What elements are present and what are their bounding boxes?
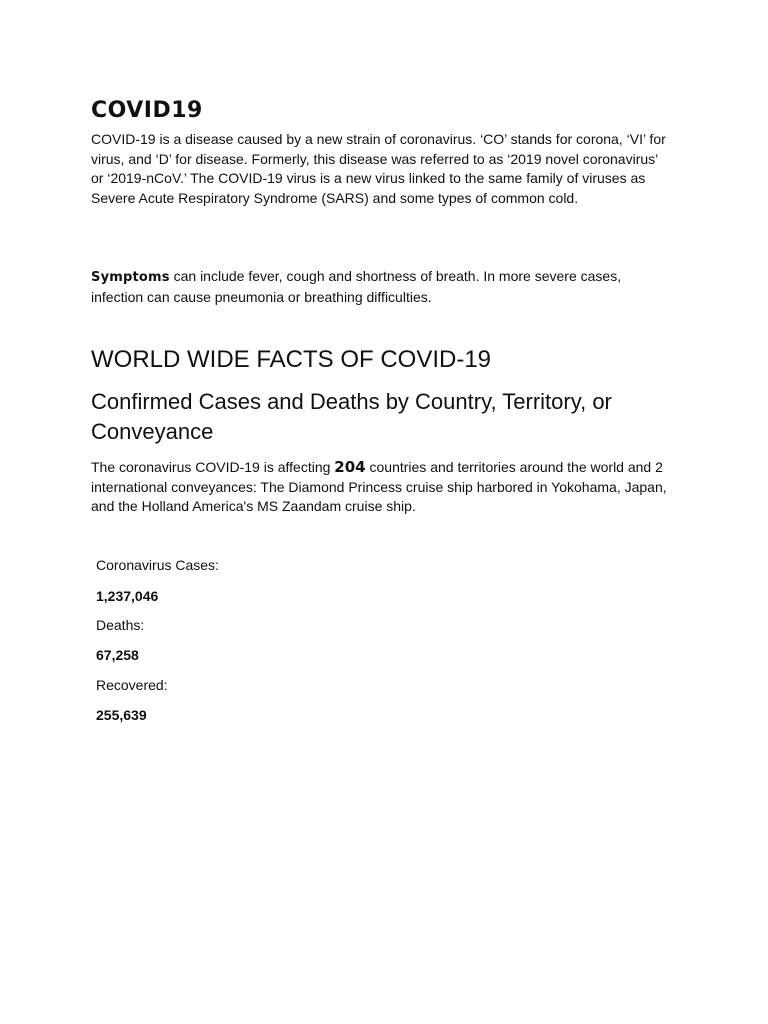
- country-count: 204: [334, 458, 366, 476]
- symptoms-paragraph: [91, 267, 671, 307]
- deaths-label: Deaths:: [96, 617, 145, 633]
- symptoms-text: can include fever, cough and shortness of breath. In more severe cases, infection can cause pneumonia or breathing difficulties.: [91, 268, 622, 305]
- world-facts-heading: WORLD WIDE FACTS OF COVID-19: [91, 346, 492, 373]
- deaths-value: 67,258: [96, 647, 139, 663]
- affecting-text-after: countries and territories around the world and 2 international conveyances: The Diamond Princess cruise ship harbored in Yokohama, Japan, and the Holland America's MS Zaandam cruise ship.: [91, 459, 667, 514]
- intro-paragraph: COVID-19 is a disease caused by a new strain of coronavirus. ‘CO’ stands for corona, ‘VI’ for virus, and ‘D’ for disease. Formerly, this disease was referred to as ‘2019 novel coronavirus’ or ‘2019-nCoV.’ The COVID-19 virus is a new virus linked to the same family of viruses as Severe Acute Respiratory Syndrome (SARS) and some types of common cold.: [91, 131, 666, 206]
- affecting-text-before: The coronavirus COVID-19 is affecting: [91, 459, 335, 475]
- cases-label: Coronavirus Cases:: [96, 557, 219, 573]
- cases-value: 1,237,046: [96, 588, 159, 604]
- symptoms-label: Symptoms: [91, 270, 170, 285]
- recovered-label: Recovered:: [96, 677, 168, 693]
- affecting-paragraph: [91, 458, 671, 517]
- document-title: COVID19: [91, 98, 203, 123]
- recovered-value: 255,639: [96, 707, 147, 723]
- cases-subheading: Confirmed Cases and Deaths by Country, Territory, or Conveyance: [91, 389, 612, 444]
